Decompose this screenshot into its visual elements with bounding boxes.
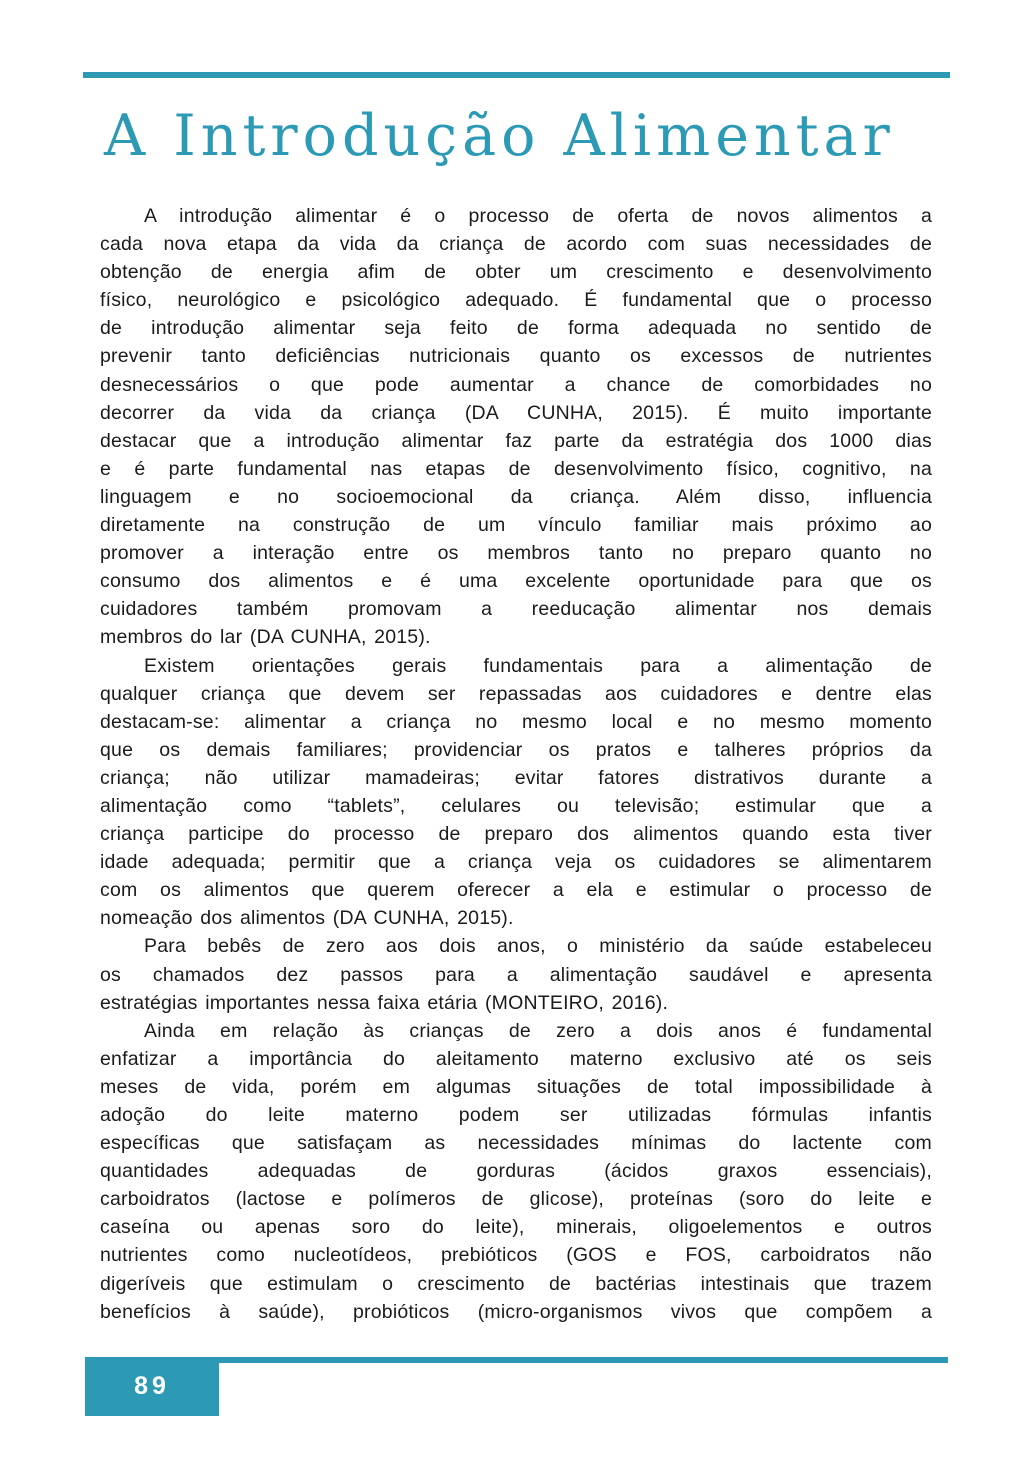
- body-line: específicas que satisfaçam as necessidades mínimas do lactente com: [100, 1132, 932, 1155]
- body-line: diretamente na construção de um vínculo familiar mais próximo ao: [100, 514, 932, 537]
- body-line: e é parte fundamental nas etapas de desenvolvimento físico, cognitivo, na: [100, 457, 932, 480]
- paragraph: [100, 1017, 932, 1326]
- body-line: membros do lar (DA CUNHA, 2015).: [100, 626, 431, 649]
- body-line: A introdução alimentar é o processo de oferta de novos alimentos a: [144, 205, 932, 227]
- body-line: adoção do leite materno podem ser utilizadas fórmulas infantis: [100, 1104, 932, 1126]
- paragraph: [100, 652, 932, 933]
- body-line: obtenção de energia afim de obter um crescimento e desenvolvimento: [100, 261, 932, 284]
- body-line: meses de vida, porém em algumas situações de total impossibilidade à: [100, 1075, 932, 1098]
- body-line: Existem orientações gerais fundamentais para a alimentação de: [144, 654, 932, 677]
- body-line: digeríveis que estimulam o crescimento de bactérias intestinais que trazem: [100, 1272, 932, 1295]
- body-line: os chamados dez passos para a alimentação saudável e apresenta: [100, 963, 932, 986]
- body-line: promover a interação entre os membros tanto no preparo quanto no: [100, 542, 932, 565]
- body-line: qualquer criança que devem ser repassadas aos cuidadores e dentre elas: [100, 682, 932, 705]
- body-line: que os demais familiares; providenciar os pratos e talheres próprios da: [100, 738, 932, 761]
- body-line: Para bebês de zero aos dois anos, o ministério da saúde estabeleceu: [144, 935, 932, 958]
- body-line: Ainda em relação às crianças de zero a dois anos é fundamental: [144, 1019, 932, 1042]
- paragraph: [100, 932, 932, 1016]
- paragraph: [100, 202, 932, 652]
- body-line: destacar que a introdução alimentar faz parte da estratégia dos 1000 dias: [100, 429, 932, 452]
- chapter-title: A Introdução Alimentar: [104, 103, 895, 169]
- body-line: nomeação dos alimentos (DA CUNHA, 2015).: [100, 907, 514, 930]
- body-line: cuidadores também promovam a reeducação alimentar nos demais: [100, 598, 932, 621]
- body-line: idade adequada; permitir que a criança veja os cuidadores se alimentarem: [100, 851, 932, 874]
- body-line: consumo dos alimentos e é uma excelente oportunidade para que os: [100, 570, 932, 593]
- body-line: estratégias importantes nessa faixa etária (MONTEIRO, 2016).: [100, 991, 669, 1014]
- body-line: físico, neurológico e psicológico adequado. É fundamental que o processo: [100, 289, 932, 312]
- body-line: enfatizar a importância do aleitamento materno exclusivo até os seis: [100, 1047, 932, 1070]
- body-line: carboidratos (lactose e polímeros de glicose), proteínas (soro do leite e: [100, 1188, 932, 1211]
- body-line: prevenir tanto deficiências nutricionais quanto os excessos de nutrientes: [100, 345, 932, 368]
- body-line: desnecessários o que pode aumentar a chance de comorbidades no: [100, 373, 932, 396]
- body-line: alimentação como “tablets”, celulares ou televisão; estimular que a: [100, 794, 932, 817]
- body-line: decorrer da vida da criança (DA CUNHA, 2015). É muito importante: [100, 401, 932, 424]
- body-line: cada nova etapa da vida da criança de acordo com suas necessidades de: [100, 233, 932, 256]
- body-line: caseína ou apenas soro do leite), minerais, oligoelementos e outros: [100, 1216, 932, 1239]
- body-line: nutrientes como nucleotídeos, prebióticos (GOS e FOS, carboidratos não: [100, 1244, 932, 1267]
- body-line: benefícios à saúde), probióticos (micro-organismos vivos que compõem a: [100, 1300, 932, 1323]
- body-line: criança; não utilizar mamadeiras; evitar fatores distrativos durante a: [100, 766, 932, 789]
- body-line: com os alimentos que querem oferecer a ela e estimular o processo de: [100, 879, 932, 902]
- top-rule-divider: [83, 72, 950, 78]
- body-line: destacam-se: alimentar a criança no mesmo local e no mesmo momento: [100, 710, 932, 733]
- body-line: quantidades adequadas de gorduras (ácidos graxos essenciais),: [100, 1160, 932, 1183]
- page-number-badge: [85, 1357, 219, 1416]
- body-line: linguagem e no socioemocional da criança. Além disso, influencia: [100, 485, 932, 508]
- body-line: de introdução alimentar seja feito de forma adequada no sentido de: [100, 317, 932, 340]
- page-number: 89: [134, 1372, 170, 1400]
- body-text: [100, 202, 932, 1326]
- body-line: criança participe do processo de preparo dos alimentos quando esta tiver: [100, 823, 932, 846]
